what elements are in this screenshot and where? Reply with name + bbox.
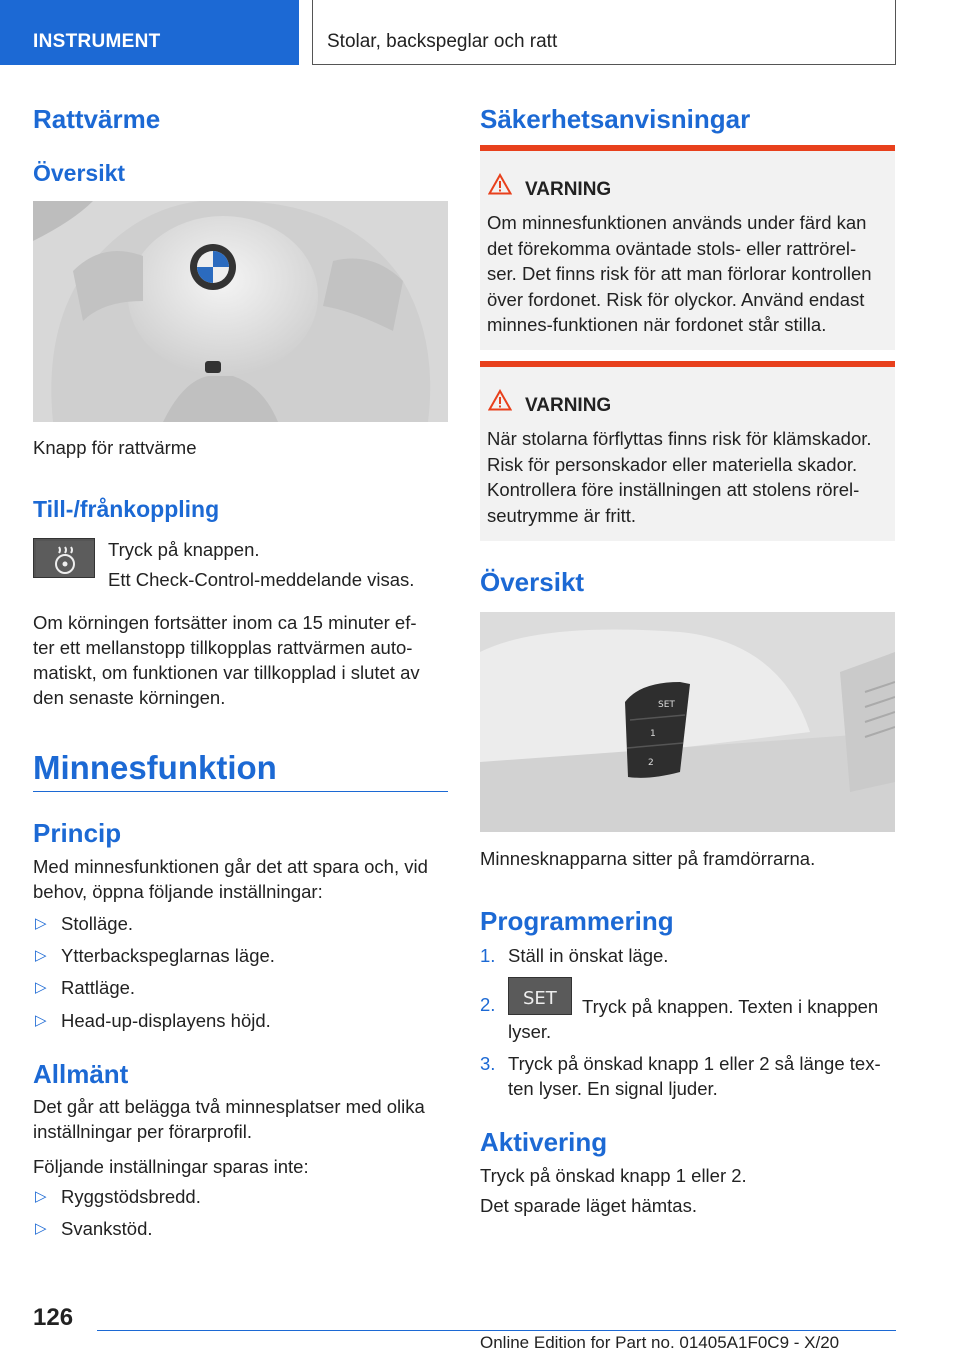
prog-step-2-cont: lyser. (508, 1021, 552, 1042)
heading-rattvarme: Rattvärme (33, 104, 161, 134)
footer-edition: Online Edition for Part no. 01405A1F0C9 - X/20 (480, 1333, 840, 1352)
heading-till-fran: Till-/frånkoppling (33, 496, 220, 522)
prog-step-1: 1. Ställ in önskat läge. (480, 945, 669, 966)
heading-allmant: Allmänt (33, 1059, 129, 1089)
warning-title: VARNING (525, 395, 612, 416)
list-item: ▷ Head-up-displayens höjd. (35, 1010, 271, 1031)
warning-text: När stolarna förflyttas finns risk för klämskador. Risk för personskador eller materiella skador. Kontrollera före inställningen att stolens rörel- seutrymme är fritt. (487, 428, 872, 526)
para-aktivering: Tryck på önskad knapp 1 eller 2. Det sparade läget hämtas. (480, 1165, 747, 1216)
heading-minnesfunktion: Minnesfunktion (33, 749, 277, 786)
para-ej: Följande inställningar sparas inte: (33, 1156, 309, 1177)
warning-text: Om minnesfunktionen används under färd kan det förekomma oväntade stols- eller rattrörel- ser. Det finns risk för att man förlorar kontrollen över fordonet. Risk för olyckor. Använd endast minnes-funktionen när fordonet står stilla. (487, 212, 872, 335)
warning-box-2 (480, 361, 895, 541)
list-item: ▷ Stolläge. (35, 913, 133, 934)
heated-wheel-button-icon (33, 538, 95, 578)
section-title: INSTRUMENT (33, 31, 161, 52)
para-auto: Om körningen fortsätter inom ca 15 minuter ef- ter ett mellanstopp tillkopplas rattvärmen auto- matiskt, om funktionen var tillkopplad i slutet av den senaste körningen. (33, 612, 420, 708)
step-press: Tryck på knappen. (108, 539, 260, 560)
prog-step-3: 3. Tryck på önskad knapp 1 eller 2 så länge tex- ten lyser. En signal ljuder. (480, 1053, 881, 1099)
door-memory-buttons-photo (480, 612, 895, 832)
steering-wheel-photo (33, 201, 448, 422)
list-item: ▷ Svankstöd. (35, 1218, 153, 1239)
heading-oversikt-right: Översikt (480, 567, 585, 597)
door-button-1-label: 1 (650, 729, 656, 739)
set-button-icon (508, 977, 572, 1015)
page-number: 126 (33, 1304, 74, 1331)
warning-icon (488, 173, 512, 195)
warning-title: VARNING (525, 179, 612, 200)
step-message: Ett Check-Control-meddelande visas. (108, 569, 415, 590)
door-button-2-label: 2 (648, 758, 654, 768)
caption-door: Minnesknapparna sitter på framdörrarna. (480, 848, 816, 869)
prog-step-2-text: Tryck på knappen. Texten i knappen (582, 996, 879, 1017)
caption-wheel: Knapp för rattvärme (33, 437, 197, 458)
chapter-title: Stolar, backspeglar och ratt (327, 31, 558, 52)
footer-rule (97, 1330, 896, 1331)
heading-oversikt-left: Översikt (33, 160, 126, 186)
list-item: ▷ Rattläge. (35, 977, 136, 998)
para-allmant: Det går att belägga två minnesplatser med olika inställningar per förarprofil. (33, 1096, 425, 1142)
heading-princip: Princip (33, 818, 122, 848)
set-key-label: SET (523, 988, 557, 1009)
heading-programmering: Programmering (480, 906, 674, 936)
list-item: ▷ Ryggstödsbredd. (35, 1186, 201, 1207)
heading-rule (33, 791, 448, 792)
chapter-tab (312, 0, 896, 65)
warning-box-1 (480, 145, 895, 350)
prog-step-2-number: 2. (480, 994, 496, 1015)
section-tab (0, 0, 299, 65)
door-button-set-label: SET (658, 700, 675, 710)
heading-sakerhet: Säkerhetsanvisningar (480, 104, 751, 134)
list-item: ▷ Ytterbackspeglarnas läge. (35, 945, 275, 966)
para-princip: Med minnesfunktionen går det att spara och, vid behov, öppna följande inställningar: (33, 856, 428, 902)
heading-aktivering: Aktivering (480, 1127, 608, 1157)
warning-icon (488, 389, 512, 411)
